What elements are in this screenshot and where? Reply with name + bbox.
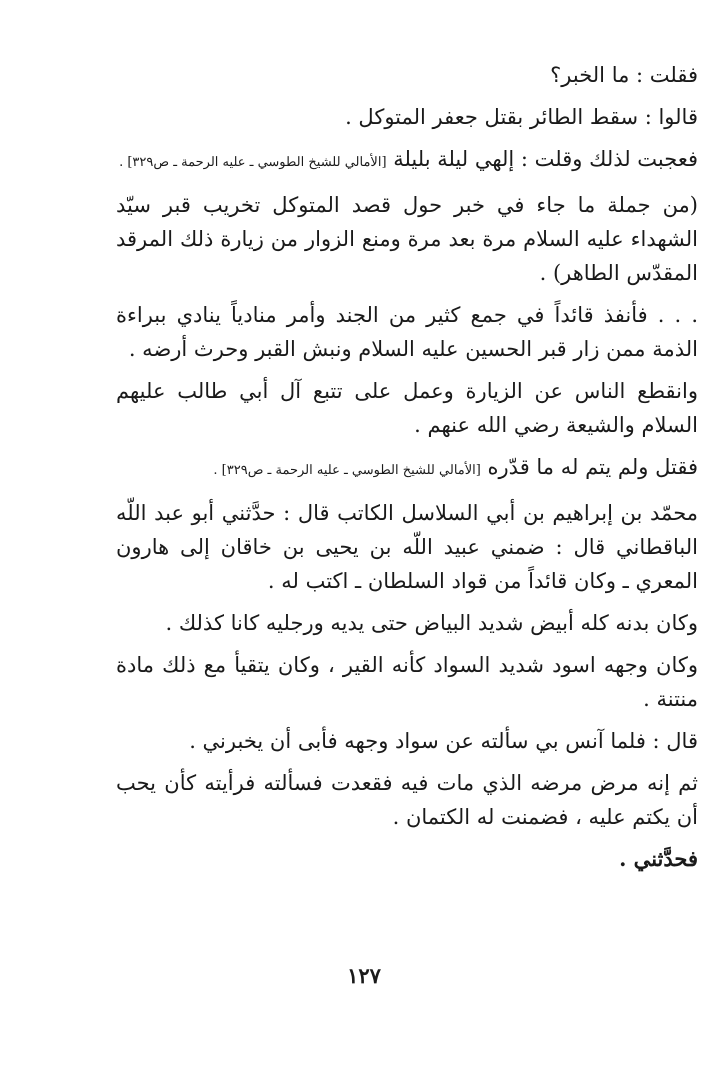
entry-211-title: (من جملة ما جاء في خبر حول قصد المتوكل تخريب قبر سيّد الشهداء عليه السلام مرة بعد مرة ومنع الزوار من زيارة ذلك المرقد المقدّس الطاهر) .: [116, 193, 698, 285]
entry-211-paragraph-3: [116, 450, 698, 488]
source-citation-1: [الأمالي للشيخ الطوسي ـ عليه الرحمة ـ ص٣٢٩] .: [119, 155, 387, 170]
page-body: [116, 58, 698, 884]
text-line-3-main: فعجبت لذلك وقلت : إلهي ليلة بليلة: [393, 147, 698, 171]
entry-number-212: [702, 496, 728, 530]
entry-211-paragraph-2: وانقطع الناس عن الزيارة وعمل على تتبع آل أبي طالب عليهم السلام والشيعة رضي الله عنهم .: [116, 379, 698, 437]
entry-212: [116, 496, 728, 876]
text-line-1: فقلت : ما الخبر؟: [550, 63, 698, 87]
entry-211-p3-text: فقتل ولم يتم له ما قدّره: [487, 455, 698, 479]
entry-212-paragraph-5: ثم إنه مرض مرضه الذي مات فيه فقعدت فسألته فرأيته كأن يحب أن يكتم عليه ، فضمنت له الكتمان .: [116, 771, 698, 829]
entry-212-paragraph-1: محمّد بن إبراهيم بن أبي السلاسل الكاتب قال : حدَّثني أبو عبد اللّه الباقطاني قال : ضمني عبيد اللّه بن يحيى بن خاقان إلى هارون المعري ـ وكان قائداً من قواد السلطان ـ اكتب له .: [116, 501, 698, 593]
entry-211-paragraph-1: . . . فأنفذ قائداً في جمع كثير من الجند وأمر منادياً ينادي ببراءة الذمة ممن زار قبر الحسين عليه السلام ونبش القبر وحرث أرضه .: [116, 303, 698, 361]
entry-number-211: [702, 188, 728, 222]
page-number: ١٢٧: [347, 963, 381, 988]
entry-212-paragraph-6: فحدَّثني .: [619, 846, 698, 871]
text-line-2: قالوا : سقط الطائر بقتل جعفر المتوكل .: [345, 105, 698, 129]
entry-212-paragraph-2: وكان بدنه كله أبيض شديد البياض حتى يديه ورجليه كانا كذلك .: [165, 611, 698, 635]
source-citation-2: [الأمالي للشيخ الطوسي ـ عليه الرحمة ـ ص٣٢٩] .: [213, 463, 481, 478]
text-line-3: [116, 142, 698, 180]
entry-211: [116, 188, 728, 488]
entry-212-paragraph-3: وكان وجهه اسود شديد السواد كأنه القير ، وكان يتقيأ مع ذلك مادة منتنة .: [116, 653, 698, 711]
entry-212-paragraph-4: قال : فلما آنس بي سألته عن سواد وجهه فأبى أن يخبرني .: [189, 729, 698, 753]
